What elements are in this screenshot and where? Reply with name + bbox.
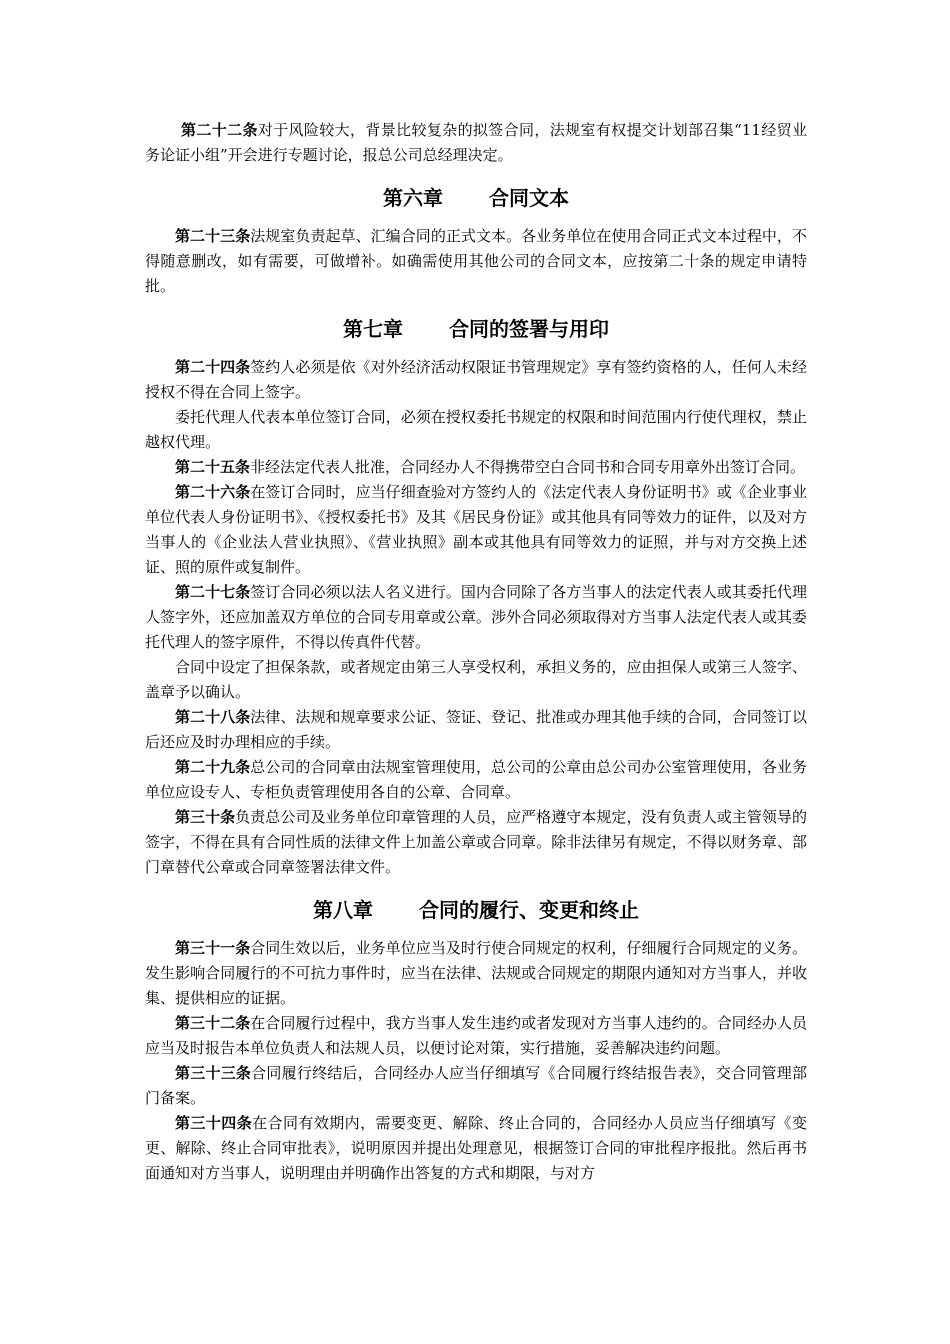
- article-text: 在签订合同时，应当仔细查验对方签约人的《法定代表人身份证明书》或《企业事业单位代表人身份证明书》、《授权委托书》及其《居民身份证》或其他具有同等效力的证件，以及对方当事人的《企业法人营业执照》、《营业执照》副本或其他具有同等效力的证照，并与对方交换上述证、照的原件或复制件。: [145, 483, 807, 576]
- article-number: 第二十二条: [181, 121, 258, 139]
- article-number: 第二十六条: [175, 483, 251, 501]
- chapter-title: 合同的签署与用印: [449, 317, 609, 341]
- article-paragraph: [145, 1111, 807, 1186]
- article-text: 负责总公司及业务单位印章管理的人员，应严格遵守本规定，没有负责人或主管领导的签字，不得在具有合同性质的法律文件上加盖公章或合同章。除非法律另有规定，不得以财务章、部门章替代公章或合同章签署法律文件。: [145, 808, 807, 876]
- article-paragraph: [145, 805, 807, 880]
- chapter-number: 第八章: [313, 898, 373, 922]
- chapter-heading: [145, 890, 807, 930]
- chapter-number: 第七章: [343, 317, 403, 341]
- article-number: 第三十条: [175, 808, 236, 826]
- article-text: 在合同有效期内，需要变更、解除、终止合同的，合同经办人员应当仔细填写《变更、解除、终止合同审批表》，说明原因并提出处理意见，根据签订合同的审批程序报批。然后再书面通知对方当事人，说明理由并明确作出答复的方式和期限，与对方: [145, 1114, 807, 1182]
- article-paragraph: [145, 405, 807, 455]
- article-number: 第二十四条: [175, 358, 251, 376]
- article-paragraph: [145, 1061, 807, 1111]
- article-paragraph: [145, 355, 807, 405]
- article-paragraph: [145, 755, 807, 805]
- article-text: 非经法定代表人批准，合同经办人不得携带空白合同书和合同专用章外出签订合同。: [250, 458, 806, 476]
- article-text: 法规室负责起草、汇编合同的正式文本。各业务单位在使用合同正式文本过程中，不得随意删改，如有需要，可做增补。如确需使用其他公司的合同文本，应按第二十条的规定申请特批。: [145, 227, 807, 295]
- article-paragraph: [145, 1011, 807, 1061]
- article-number: 第二十七条: [175, 583, 251, 601]
- article-paragraph: [145, 480, 807, 580]
- article-paragraph: [145, 224, 807, 299]
- chapter-heading: [145, 309, 807, 349]
- article-text: 对于风险较大，背景比较复杂的拟签合同，法规室有权提交计划部召集“11经贸业务论证小组”开会进行专题讨论，报总公司总经理决定。: [145, 121, 807, 164]
- article-number: 第三十四条: [175, 1114, 253, 1132]
- article-text: 合同中设定了担保条款，或者规定由第三人享受权利，承担义务的，应由担保人或第三人签字、盖章予以确认。: [145, 658, 807, 701]
- article-number: 第三十一条: [175, 939, 251, 957]
- article-number: 第二十三条: [175, 227, 251, 245]
- article-number: 第三十三条: [175, 1064, 252, 1082]
- article-paragraph: [145, 455, 807, 480]
- article-text: 签约人必须是依《对外经济活动权限证书管理规定》享有签约资格的人，任何人未经授权不得在合同上签字。: [145, 358, 807, 401]
- chapter-title: 合同文本: [489, 186, 569, 210]
- article-number: 第二十九条: [175, 758, 251, 776]
- article-text: 签订合同必须以法人名义进行。国内合同除了各方当事人的法定代表人或其委托代理人签字外，还应加盖双方单位的合同专用章或公章。涉外合同必须取得对方当事人法定代表人或其委托代理人的签字原件，不得以传真件代替。: [145, 583, 807, 651]
- document-page: [145, 118, 807, 1186]
- chapter-number: 第六章: [383, 186, 443, 210]
- chapter-title: 合同的履行、变更和终止: [419, 898, 639, 922]
- article-text: 在合同履行过程中，我方当事人发生违约或者发现对方当事人违约的。合同经办人员应当及时报告本单位负责人和法规人员，以便讨论对策，实行措施，妥善解决违约问题。: [145, 1014, 807, 1057]
- article-paragraph: [145, 936, 807, 1011]
- article-number: 第三十二条: [175, 1014, 251, 1032]
- article-text: 法律、法规和规章要求公证、签证、登记、批准或办理其他手续的合同，合同签订以后还应及时办理相应的手续。: [145, 708, 807, 751]
- article-text: 委托代理人代表本单位签订合同，必须在授权委托书规定的权限和时间范围内行使代理权，禁止越权代理。: [145, 408, 807, 451]
- chapter-heading: [145, 178, 807, 218]
- article-number: 第二十八条: [175, 708, 251, 726]
- article-number: 第二十五条: [175, 458, 251, 476]
- article-text: 总公司的合同章由法规室管理使用，总公司的公章由总公司办公室管理使用，各业务单位应设专人、专柜负责管理使用各自的公章、合同章。: [145, 758, 807, 801]
- article-text: 合同履行终结后，合同经办人应当仔细填写《合同履行终结报告表》，交合同管理部门备案。: [145, 1064, 807, 1107]
- article-paragraph: [145, 580, 807, 655]
- article-text: 合同生效以后，业务单位应当及时行使合同规定的权利，仔细履行合同规定的义务。发生影响合同履行的不可抗力事件时，应当在法律、法规或合同规定的期限内通知对方当事人，并收集、提供相应的证据。: [145, 939, 807, 1007]
- article-paragraph: [145, 655, 807, 705]
- article-paragraph: [145, 705, 807, 755]
- article-paragraph: [145, 118, 807, 168]
